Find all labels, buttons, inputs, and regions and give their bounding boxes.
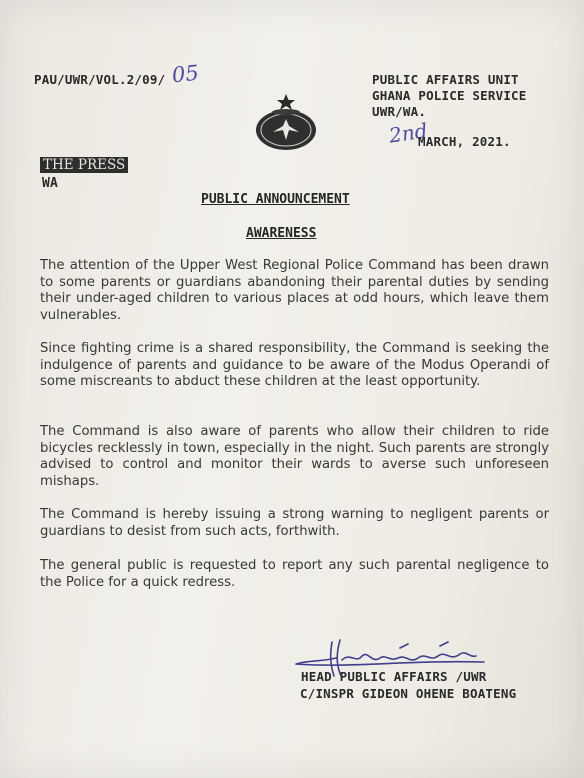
paragraph-3: The Command is also aware of parents who allow their children to ride bicycles recklessly in town, especially in the night. Such parents are strongly advised to control and monitor their wards to averse such unforeseen mishaps. [40, 424, 549, 489]
letter-date: MARCH, 2021. [418, 134, 511, 149]
awareness-heading: AWARENESS [246, 226, 317, 241]
signatory-name: C/INSPR GIDEON OHENE BOATENG [300, 686, 517, 701]
paragraph-5: The general public is requested to report any such parental negligence to the Police for a quick redress. [40, 558, 549, 590]
unit-line-2: GHANA POLICE SERVICE [372, 88, 527, 103]
recipient-press: THE PRESS [40, 157, 128, 173]
unit-line-3: UWR/WA. [372, 104, 427, 119]
handwritten-reference-suffix: 05 [170, 60, 200, 88]
police-crest-logo [247, 92, 325, 154]
signatory-title: HEAD PUBLIC AFFAIRS /UWR [301, 669, 487, 684]
handwritten-day: 2nd [387, 118, 429, 148]
public-announcement-heading: PUBLIC ANNOUNCEMENT [201, 192, 350, 207]
recipient-location: WA [42, 176, 59, 191]
reference-number: PAU/UWR/VOL.2/09/ [34, 72, 166, 87]
paragraph-2: Since fighting crime is a shared responsibility, the Command is seeking the indulgence of parents and guidance to be aware of the Modus Operandi of some miscreants to abduct these children at the least opportunity. [40, 341, 549, 389]
paragraph-1: The attention of the Upper West Regional Police Command has been drawn to some parents or guardians abandoning their parental duties by sending their under-aged children to various places at odd hours, which leave them vulnerables. [40, 258, 549, 323]
unit-line-1: PUBLIC AFFAIRS UNIT [372, 72, 519, 87]
paragraph-4: The Command is hereby issuing a strong warning to negligent parents or guardians to desist from such acts, forthwith. [40, 507, 549, 539]
